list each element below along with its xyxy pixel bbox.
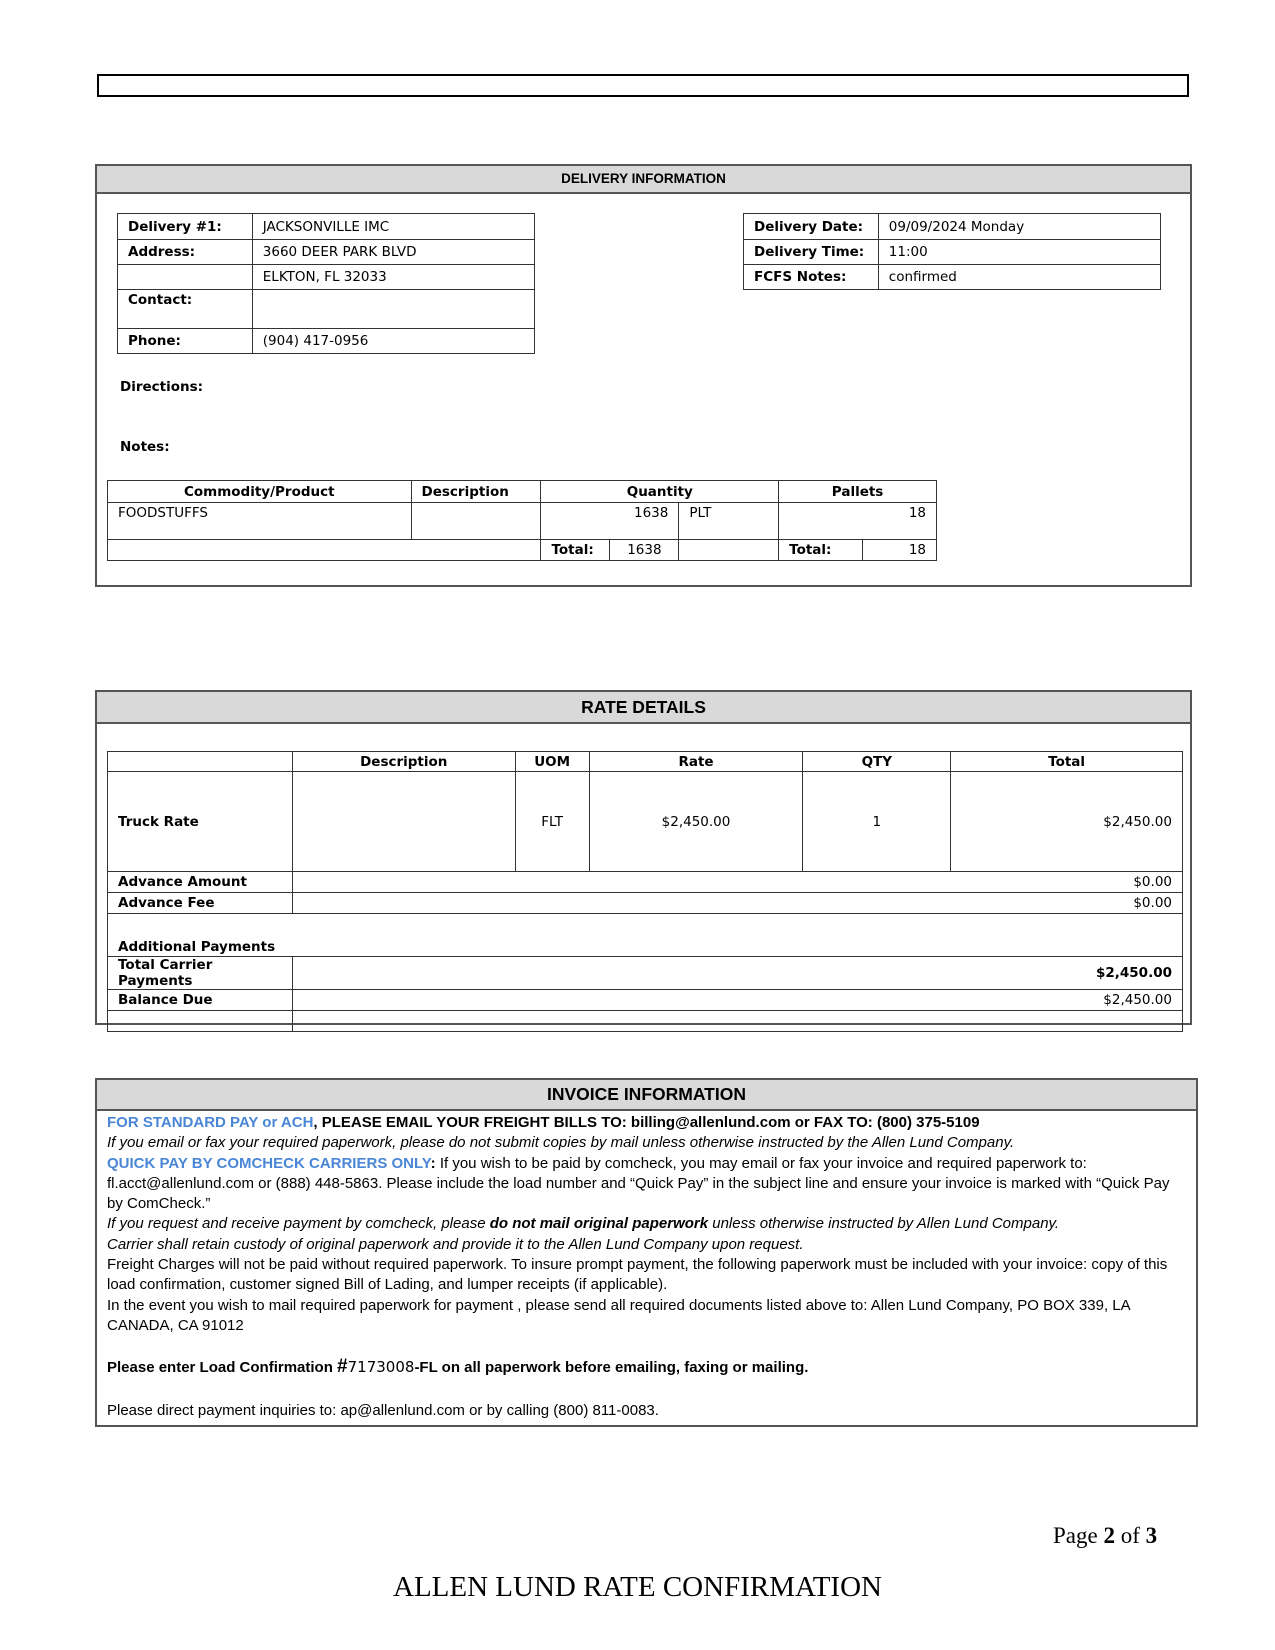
delivery-time-value: 11:00 bbox=[878, 240, 1160, 265]
custody-note: Carrier shall retain custody of original paperwork and provide it to the Allen Lund Company upon request. bbox=[107, 1235, 804, 1253]
page-prefix: Page bbox=[1053, 1523, 1104, 1548]
rate-total-header: Total bbox=[951, 752, 1183, 772]
load-confirmation-line bbox=[107, 1357, 1186, 1378]
fcfs-notes-label: FCFS Notes: bbox=[744, 265, 879, 290]
rate-empty-row-label bbox=[108, 1011, 293, 1032]
advance-amount-label: Advance Amount bbox=[108, 872, 293, 893]
pallets-header: Pallets bbox=[779, 481, 937, 503]
delivery-time-label: Delivery Time: bbox=[744, 240, 879, 265]
truck-rate-rate: $2,450.00 bbox=[589, 772, 803, 872]
payment-inquiries-line: Please direct payment inquiries to: ap@allenlund.com or by calling (800) 811-0083. bbox=[107, 1401, 659, 1419]
phone-label: Phone: bbox=[118, 329, 253, 354]
rate-table bbox=[107, 751, 1183, 1032]
commodity-header: Commodity/Product bbox=[108, 481, 412, 503]
pallets-total-label: Total: bbox=[779, 540, 863, 561]
notes-label: Notes: bbox=[120, 439, 170, 455]
quantity-total-value: 1638 bbox=[610, 540, 679, 561]
quantity-total-label: Total: bbox=[541, 540, 610, 561]
load-confirmation-end: -FL on all paperwork before emailing, faxing or mailing. bbox=[414, 1359, 809, 1377]
rate-description-header: Description bbox=[292, 752, 515, 772]
freight-charges-note: Freight Charges will not be paid without required paperwork. To insure prompt payment, the following paperwork must be included with your invoice: copy of this load confirmation, customer signed Bill of Lading, and lumper receipts (if applicable). bbox=[107, 1256, 1168, 1294]
standard-pay-label: FOR STANDARD PAY or ACH bbox=[107, 1114, 314, 1131]
address-line1: 3660 DEER PARK BLVD bbox=[252, 240, 534, 265]
address-label-blank bbox=[118, 265, 253, 290]
commodity-total-blank bbox=[108, 540, 541, 561]
contact-value bbox=[252, 290, 534, 329]
contact-label: Contact: bbox=[118, 290, 253, 329]
commodity-table bbox=[107, 480, 937, 561]
truck-rate-qty: 1 bbox=[803, 772, 951, 872]
commodity-pallets: 18 bbox=[779, 503, 937, 540]
rate-header-blank bbox=[108, 752, 293, 772]
rate-details-section bbox=[95, 690, 1192, 1025]
commodity-description bbox=[411, 503, 541, 540]
rate-qty-header: QTY bbox=[803, 752, 951, 772]
truck-rate-uom: FLT bbox=[515, 772, 589, 872]
truck-rate-label: Truck Rate bbox=[108, 772, 293, 872]
delivery-information-section bbox=[95, 164, 1192, 587]
pallets-total-value: 18 bbox=[863, 540, 937, 561]
page-of: of bbox=[1114, 1523, 1146, 1548]
standard-pay-instructions: , PLEASE EMAIL YOUR FREIGHT BILLS TO: billing@allenlund.com or FAX TO: (800) 375-5109 bbox=[313, 1114, 980, 1131]
rate-heading: RATE DETAILS bbox=[97, 692, 1190, 724]
comcheck-note-end: unless otherwise instructed by Allen Lund Company. bbox=[708, 1215, 1060, 1233]
quantity-total-unit-blank bbox=[679, 540, 779, 561]
fcfs-notes-value: confirmed bbox=[878, 265, 1160, 290]
rate-uom-header: UOM bbox=[515, 752, 589, 772]
commodity-product: FOODSTUFFS bbox=[108, 503, 412, 540]
advance-amount-value: $0.00 bbox=[292, 872, 1182, 893]
quantity-header: Quantity bbox=[541, 481, 779, 503]
comcheck-note-emphasis: do not mail original paperwork bbox=[489, 1215, 709, 1233]
commodity-quantity: 1638 bbox=[541, 503, 679, 540]
mail-paperwork-note: In the event you wish to mail required paperwork for payment , please send all required documents listed above to: Allen Lund Company, PO BOX 339, LA CANADA, CA 91012 bbox=[107, 1296, 1130, 1334]
invoice-body bbox=[97, 1111, 1196, 1421]
balance-due-label: Balance Due bbox=[108, 990, 293, 1011]
delivery-date-label: Delivery Date: bbox=[744, 214, 879, 240]
directions-label: Directions: bbox=[120, 379, 204, 395]
invoice-heading: INVOICE INFORMATION bbox=[97, 1080, 1196, 1111]
delivery-location-name: JACKSONVILLE IMC bbox=[252, 214, 534, 240]
truck-rate-description bbox=[292, 772, 515, 872]
load-confirmation-number: 7173008 bbox=[347, 1358, 415, 1377]
delivery-address-table bbox=[117, 213, 535, 354]
truck-rate-total: $2,450.00 bbox=[951, 772, 1183, 872]
header-box bbox=[97, 74, 1189, 97]
additional-payments-label: Additional Payments bbox=[108, 914, 1183, 957]
balance-due-value: $2,450.00 bbox=[292, 990, 1182, 1011]
invoice-information-section bbox=[95, 1078, 1198, 1427]
description-header: Description bbox=[411, 481, 541, 503]
comcheck-note-start: If you request and receive payment by comcheck, please bbox=[107, 1215, 490, 1233]
advance-fee-label: Advance Fee bbox=[108, 893, 293, 914]
advance-fee-value: $0.00 bbox=[292, 893, 1182, 914]
rate-empty-row-value bbox=[292, 1011, 1182, 1032]
address-line2: ELKTON, FL 32033 bbox=[252, 265, 534, 290]
page-number bbox=[1053, 1523, 1157, 1549]
address-label: Address: bbox=[118, 240, 253, 265]
commodity-unit: PLT bbox=[679, 503, 779, 540]
footer-title: ALLEN LUND RATE CONFIRMATION bbox=[393, 1571, 882, 1603]
page-current: 2 bbox=[1103, 1523, 1115, 1548]
page-total: 3 bbox=[1145, 1523, 1158, 1548]
quick-pay-paragraph bbox=[107, 1154, 1186, 1215]
delivery-date-value: 09/09/2024 Monday bbox=[878, 214, 1160, 240]
phone-value: (904) 417-0956 bbox=[252, 329, 534, 354]
delivery-number-label: Delivery #1: bbox=[118, 214, 253, 240]
email-fax-note: If you email or fax your required paperwork, please do not submit copies by mail unless otherwise instructed by the Allen Lund Company. bbox=[107, 1134, 1015, 1152]
load-confirmation-hash: # bbox=[337, 1356, 348, 1378]
quick-pay-colon: : bbox=[430, 1154, 436, 1172]
total-carrier-payments-label: Total Carrier Payments bbox=[108, 957, 293, 990]
delivery-heading: DELIVERY INFORMATION bbox=[97, 166, 1190, 194]
comcheck-note bbox=[107, 1214, 1186, 1234]
load-confirmation-start: Please enter Load Confirmation bbox=[107, 1359, 338, 1377]
delivery-schedule-table bbox=[743, 213, 1161, 290]
total-carrier-payments-value: $2,450.00 bbox=[292, 957, 1182, 990]
quick-pay-instructions: If you wish to be paid by comcheck, you may email or fax your invoice and required paperwork to: fl.acct@allenlund.com or (888) 448-5863. Please include the load number and “Quick Pay” in the subject line and ensure your invoice is marked with “Quick Pay by ComCheck.” bbox=[107, 1154, 1170, 1213]
standard-pay-line bbox=[107, 1113, 1186, 1133]
rate-rate-header: Rate bbox=[589, 752, 803, 772]
quick-pay-label: QUICK PAY BY COMCHECK CARRIERS ONLY bbox=[107, 1154, 431, 1172]
